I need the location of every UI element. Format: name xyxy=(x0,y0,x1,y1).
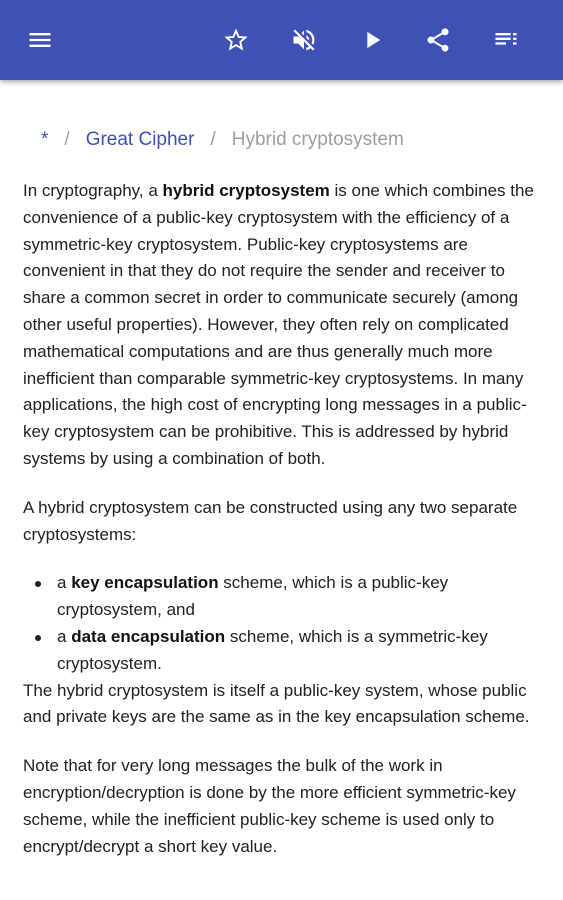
breadcrumb xyxy=(23,128,540,152)
article-paragraph: A hybrid cryptosystem can be constructed using any two separate cryptosystems: xyxy=(23,497,518,544)
article-paragraph: Note that for very long messages the bulk of the work in encryption/decryption is done by the more efficient symmetric-key scheme, while the inefficient public-key scheme is used only to encrypt/decrypt a short key value. xyxy=(23,756,516,856)
paragraph-text: In cryptography, a xyxy=(23,181,163,200)
article-content[interactable] xyxy=(0,80,563,900)
bold-term: key encapsulation xyxy=(71,573,219,593)
breadcrumb-separator: / xyxy=(64,129,70,150)
breadcrumb-home[interactable]: * xyxy=(41,129,49,150)
breadcrumb-separator: / xyxy=(210,129,216,150)
menu-button[interactable] xyxy=(20,20,60,60)
share-icon xyxy=(424,26,452,54)
list-item xyxy=(23,624,540,678)
breadcrumb-current: Hybrid cryptosystem xyxy=(231,129,404,150)
play-button[interactable] xyxy=(352,20,392,60)
play-icon xyxy=(358,26,386,54)
list-item-text: a xyxy=(57,573,72,593)
list-item-text: scheme, which is a symmetric-key cryptosystem. xyxy=(57,626,488,673)
mute-button[interactable] xyxy=(284,20,324,60)
encapsulation-list xyxy=(23,570,540,677)
app-bar xyxy=(0,0,563,80)
article-paragraph xyxy=(23,178,540,473)
volume-off-icon xyxy=(290,26,318,54)
bold-term: data encapsulation xyxy=(71,626,226,646)
list-item-text: scheme, which is a public-key cryptosystem, and xyxy=(57,573,449,620)
list-item xyxy=(23,570,540,624)
list-item-text: a xyxy=(57,626,72,646)
paragraph-text: is one which combines the convenience of a public-key cryptosystem with the efficiency of a symmetric-key cryptosystem. Public-key cryptosystems are convenient in that they do not require the sender and receiver to share a common secret in order to communicate securely (among other useful properties). However, they often rely on complicated mathematical computations and are thus generally much more inefficient than comparable symmetric-key cryptosystems. In many applications, the high cost of encrypting long messages in a public-key cryptosystem can be prohibitive. This is addressed by hybrid systems by using a combination of both. xyxy=(23,181,534,468)
article-body xyxy=(23,178,540,860)
bold-term: hybrid cryptosystem xyxy=(162,181,330,200)
playlist-icon xyxy=(492,26,520,54)
breadcrumb-parent-link[interactable]: Great Cipher xyxy=(85,129,195,150)
article-paragraph: The hybrid cryptosystem is itself a public-key system, whose public and private keys are the same as in the key encapsulation scheme. xyxy=(23,680,530,727)
share-button[interactable] xyxy=(418,20,458,60)
bookmark-button[interactable] xyxy=(216,20,256,60)
star-icon xyxy=(222,26,250,54)
contents-button[interactable] xyxy=(486,20,526,60)
menu-icon xyxy=(26,26,54,54)
